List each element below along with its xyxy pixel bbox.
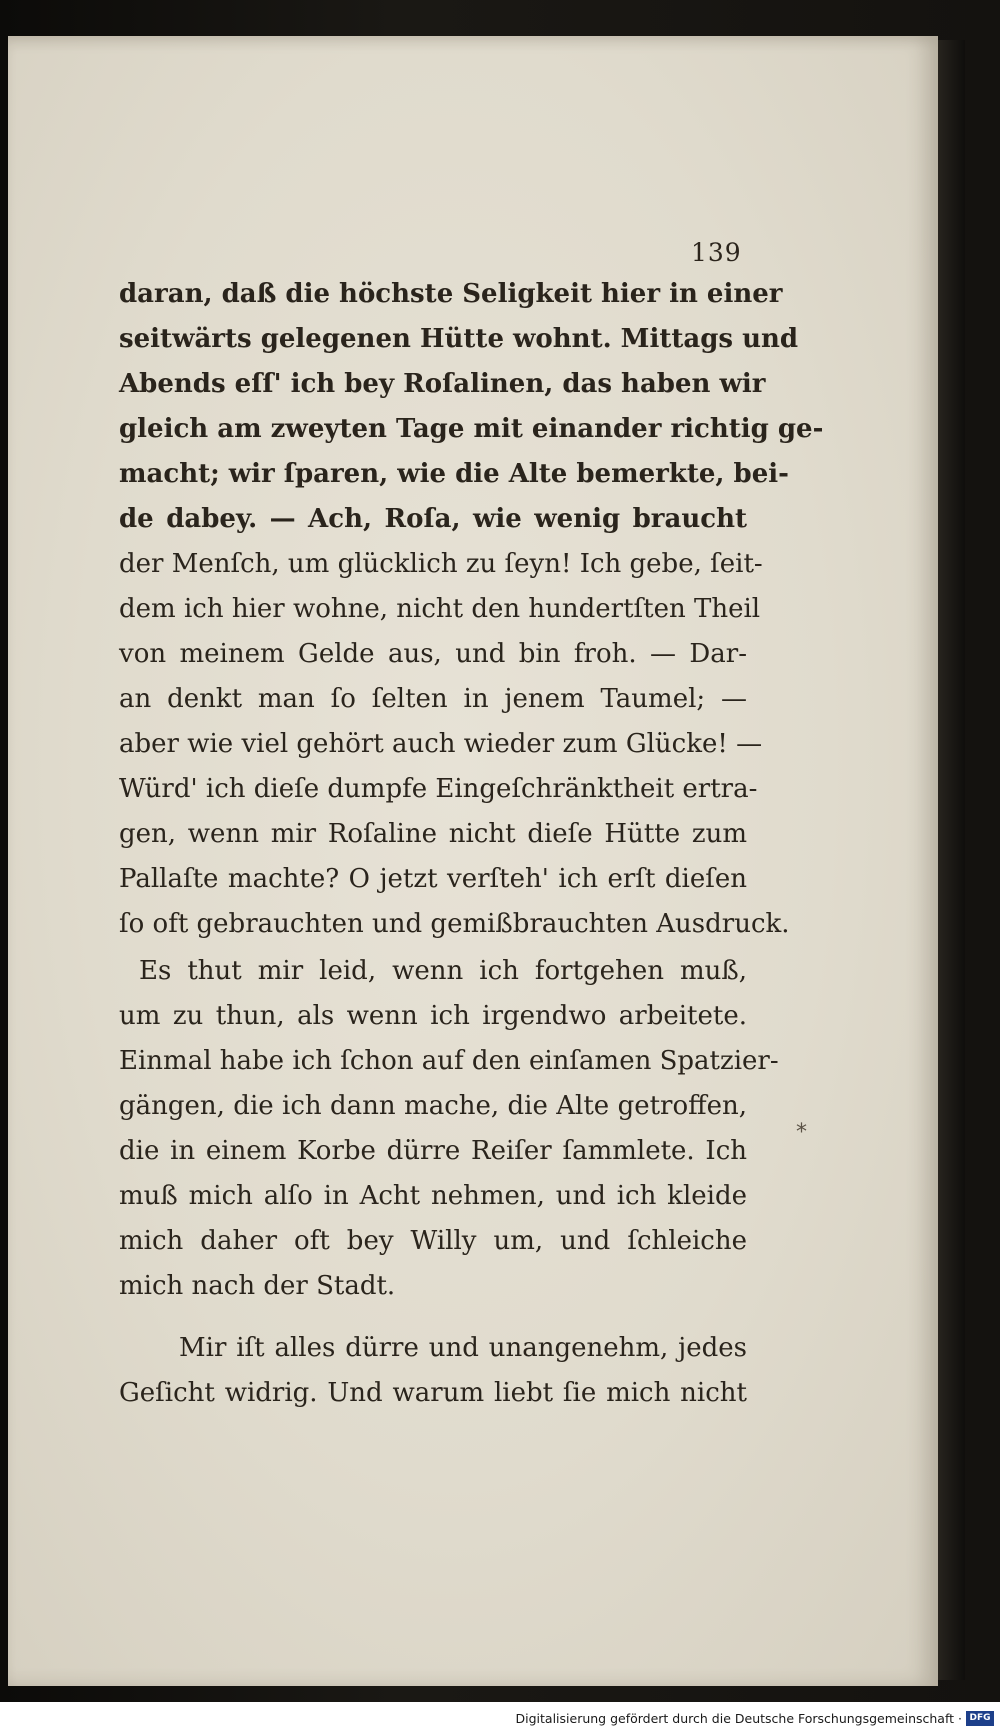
text-line: gängen, die ich dann mache, die Alte getroffen, bbox=[119, 1091, 747, 1121]
text-line: Einmal habe ich ſchon auf den einſamen Spatzier- bbox=[119, 1046, 779, 1076]
text-line: muß mich alſo in Acht nehmen, und ich kleide bbox=[119, 1181, 747, 1211]
margin-mark: * bbox=[796, 1120, 807, 1145]
digitization-credit: Digitalisierung gefördert durch die Deutsche Forschungsgemeinschaft · bbox=[515, 1711, 962, 1726]
text-line: gleich am zweyten Tage mit einander richtig ge- bbox=[119, 414, 824, 444]
text-line: der Menſch, um glücklich zu ſeyn! Ich gebe, ſeit- bbox=[119, 549, 763, 579]
page-number: 139 bbox=[691, 238, 742, 267]
text-line: mich nach der Stadt. bbox=[119, 1271, 396, 1301]
text-line: von meinem Gelde aus, und bin froh. — Dar- bbox=[119, 639, 747, 669]
text-line: daran, daß die höchste Seligkeit hier in einer bbox=[119, 279, 783, 309]
book-edge-shadow bbox=[935, 40, 965, 1680]
text-line: seitwärts gelegenen Hütte wohnt. Mittags und bbox=[119, 324, 799, 354]
text-line: an denkt man ſo ſelten in jenem Taumel; — bbox=[119, 684, 747, 714]
text-line: Geſicht widrig. Und warum liebt ſie mich nicht bbox=[119, 1378, 747, 1408]
text-line: macht; wir ſparen, wie die Alte bemerkte, bei- bbox=[119, 459, 789, 489]
text-line: mich daher oft bey Willy um, und ſchleiche bbox=[119, 1226, 747, 1256]
text-line: aber wie viel gehört auch wieder zum Glücke! — bbox=[119, 729, 763, 759]
text-line: gen, wenn mir Roſaline nicht dieſe Hütte zum bbox=[119, 819, 747, 849]
text-line: um zu thun, als wenn ich irgendwo arbeitete. bbox=[119, 1001, 747, 1031]
text-line: Abends eſſ' ich bey Roſalinen, das haben wir bbox=[119, 369, 766, 399]
paragraph-first-line: Mir iſt alles dürre und unangenehm, jedes bbox=[179, 1333, 747, 1363]
dfg-logo-icon: DFG bbox=[966, 1711, 994, 1726]
footer-bar bbox=[0, 1702, 1000, 1735]
text-line: dem ich hier wohne, nicht den hundertſten Theil bbox=[119, 594, 761, 624]
text-line: ſo oft gebrauchten und gemißbrauchten Ausdruck. bbox=[119, 909, 790, 939]
text-line: Pallaſte machte? O jetzt verſteh' ich erſt dieſen bbox=[119, 864, 747, 894]
text-line: de dabey. — Ach, Roſa, wie wenig braucht bbox=[119, 504, 747, 534]
text-line: die in einem Korbe dürre Reiſer ſammlete. Ich bbox=[119, 1136, 747, 1166]
paragraph-first-line: Es thut mir leid, wenn ich fortgehen muß, bbox=[139, 956, 747, 986]
text-line: Würd' ich dieſe dumpfe Eingeſchränktheit ertra- bbox=[119, 774, 758, 804]
book-page bbox=[8, 36, 938, 1686]
